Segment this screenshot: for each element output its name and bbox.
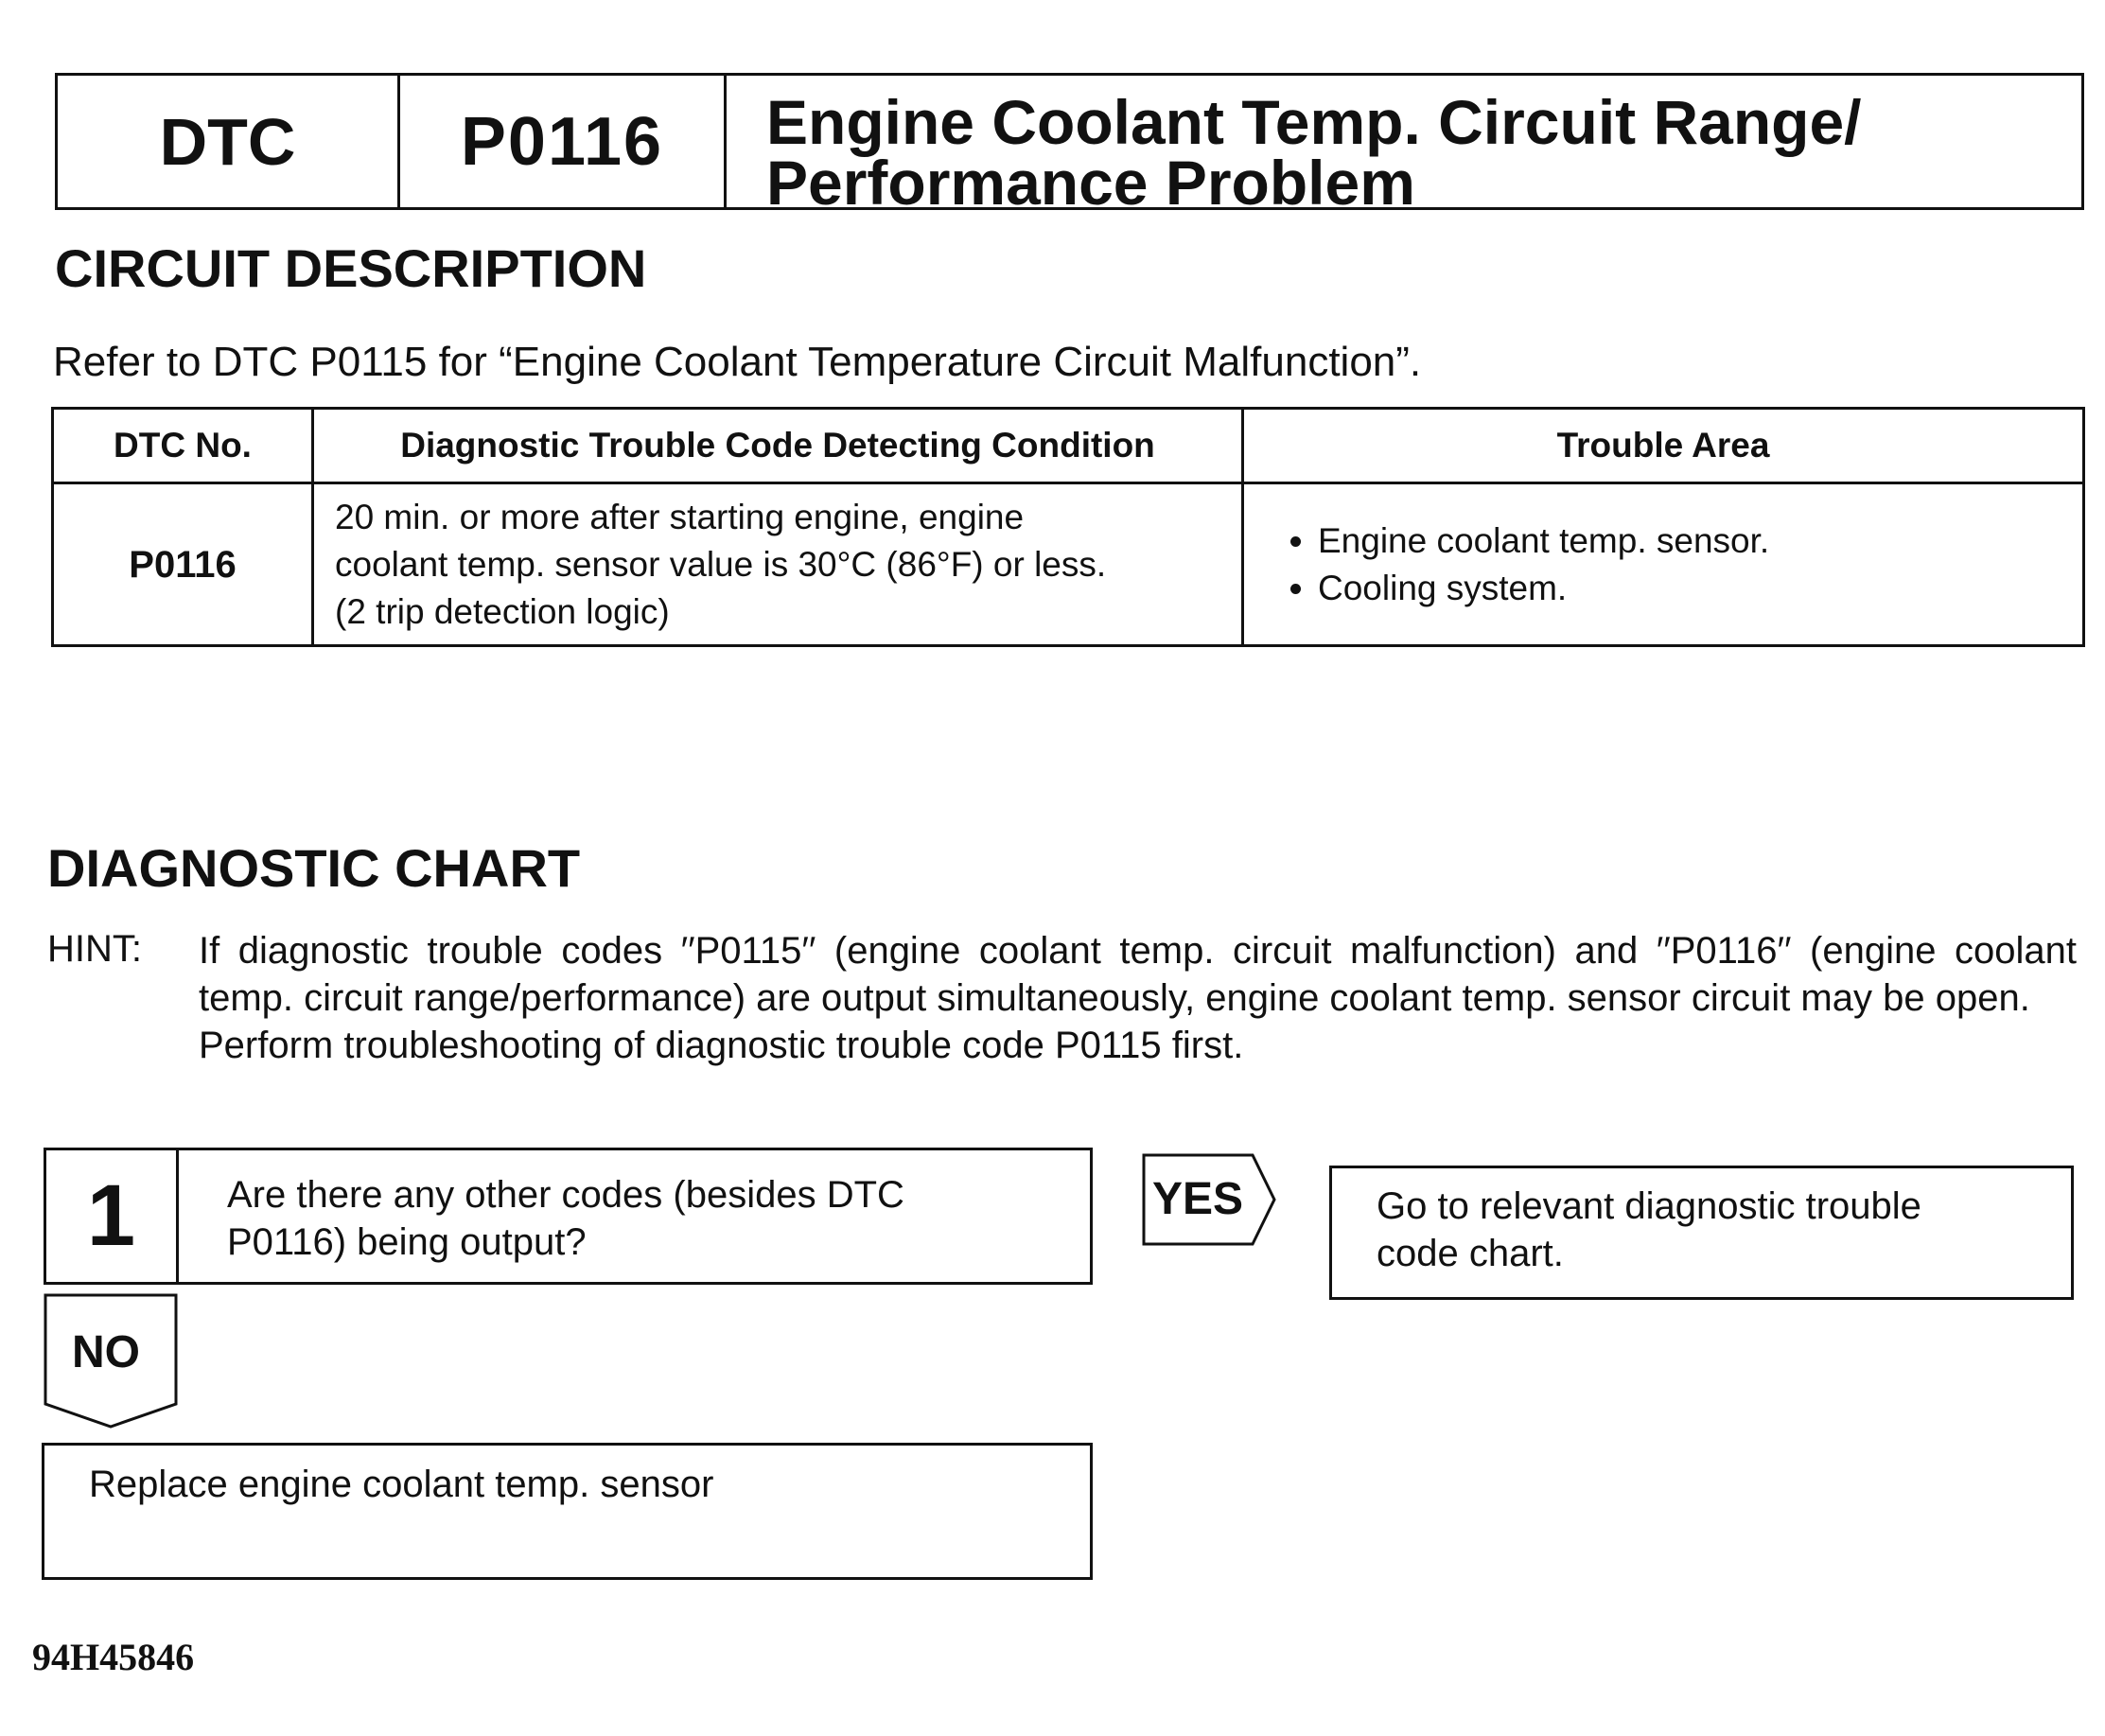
circuit-description-heading: CIRCUIT DESCRIPTION <box>55 238 647 298</box>
dtc-code: P0116 <box>460 103 664 180</box>
row-condition <box>313 483 1243 646</box>
yes-label: YES <box>1152 1174 1244 1224</box>
dtc-label: DTC <box>159 104 296 179</box>
row-trouble-area <box>1243 483 2084 646</box>
condition-line-2: coolant temp. sensor value is 30°C (86°F) or less. <box>335 544 1107 584</box>
diagnostic-chart-heading: DIAGNOSTIC CHART <box>47 838 581 898</box>
dtc-title-line-2: Performance Problem <box>766 148 1415 218</box>
hint-label: HINT: <box>47 928 142 970</box>
condition-line-1: 20 min. or more after starting engine, engine <box>335 497 1025 536</box>
yes-result-line-2: code chart. <box>1377 1233 1564 1274</box>
step-question-line-2: P0116) being output? <box>227 1221 587 1263</box>
col-trouble-area: Trouble Area <box>1243 409 2084 483</box>
step-question-line-1: Are there any other codes (besides DTC <box>227 1174 904 1216</box>
figure-id: 94H45846 <box>32 1636 195 1678</box>
dtc-table <box>51 407 2085 647</box>
col-dtc-no: DTC No. <box>53 409 313 483</box>
hint-paragraph-2: Perform troubleshooting of diagnostic trouble code P0115 first. <box>199 1025 1244 1066</box>
list-item: • Engine coolant temp. sensor. <box>1318 517 2063 565</box>
header-divider-2 <box>724 73 727 210</box>
dtc-title-line-1: Engine Coolant Temp. Circuit Range/ <box>766 87 1862 157</box>
table-header-row <box>53 409 2084 483</box>
step-1-divider <box>176 1148 179 1285</box>
hint-paragraph-1: If diagnostic trouble codes ′′P0115′′ (engine coolant temp. circuit malfunction) and ′′P0116′′ (engine coolant temp. circuit range/performance) are output simultaneously, engine coolant temp. sensor circuit may be open. <box>199 930 2077 1019</box>
list-item: • Cooling system. <box>1318 565 2063 612</box>
hint-text <box>199 927 2077 1069</box>
col-condition: Diagnostic Trouble Code Detecting Condition <box>313 409 1243 483</box>
table-row <box>53 483 2084 646</box>
no-result-text: Replace engine coolant temp. sensor <box>89 1464 714 1505</box>
no-label: NO <box>72 1327 140 1377</box>
condition-line-3: (2 trip detection logic) <box>335 591 670 631</box>
step-number: 1 <box>86 1167 136 1264</box>
yes-result-line-1: Go to relevant diagnostic trouble <box>1377 1185 1921 1227</box>
row-dtc-code: P0116 <box>53 483 313 646</box>
trouble-area-list <box>1263 517 2063 612</box>
circuit-description-text: Refer to DTC P0115 for “Engine Coolant Temperature Circuit Malfunction”. <box>53 339 1422 385</box>
